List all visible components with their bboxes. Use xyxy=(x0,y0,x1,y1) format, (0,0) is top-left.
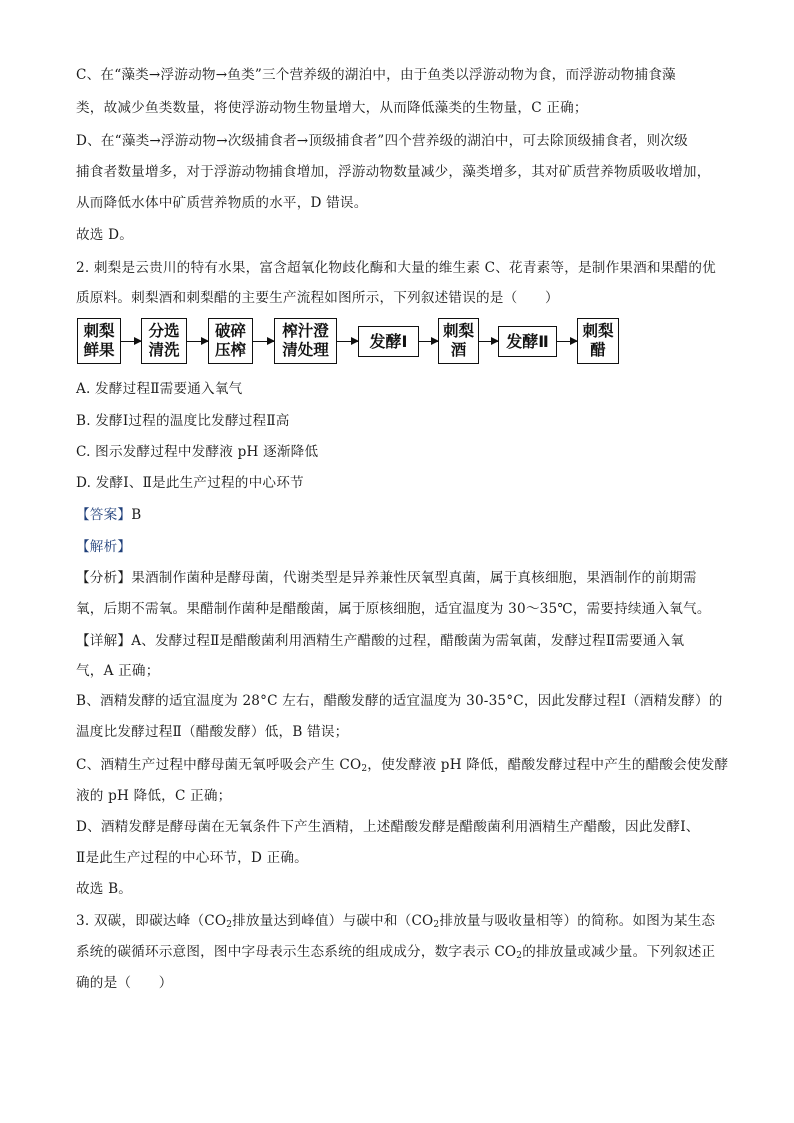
flow-arrow xyxy=(121,341,141,342)
flow-box-label: 鲜果 xyxy=(83,341,115,359)
flow-arrow xyxy=(479,341,498,342)
option-a: A. 发酵过程Ⅱ需要通入氧气 xyxy=(76,381,243,397)
text-line: D、酒精发酵是酵母菌在无氧条件下产生酒精，上述醋酸发酵是醋酸菌利用酒精生产醋酸，因此发酵Ⅰ、 xyxy=(76,819,700,835)
flow-box-label: 刺梨 xyxy=(442,322,474,340)
flow-arrow xyxy=(253,341,274,342)
subscript: 2 xyxy=(433,920,440,930)
fenxi-text: 果酒制作菌种是酵母菌，代谢类型是异养兼性厌氧型真菌，属于真核细胞，果酒制作的前期需 xyxy=(131,570,697,586)
flow-box-label: 刺梨 xyxy=(83,322,115,340)
fenxi-line xyxy=(76,569,726,587)
flow-box-label: 压榨 xyxy=(214,341,246,359)
text-line: 从而降低水体中矿质营养物质的水平，D 错误。 xyxy=(76,195,368,211)
question-3-stem: 确的是（ ） xyxy=(76,975,173,991)
text-line: C、在“藻类→浮游动物→鱼类”三个营养级的湖泊中，由于鱼类以浮游动物为食，而浮游动物捕食藻 xyxy=(76,67,676,83)
option-d: D. 发酵Ⅰ、Ⅱ是此生产过程的中心环节 xyxy=(76,475,304,491)
text-line: 液的 pH 降低，C 正确； xyxy=(76,788,232,804)
flow-box-fresh-fruit xyxy=(77,318,121,364)
answer-line xyxy=(76,506,726,524)
flow-box-wine xyxy=(438,318,479,364)
subscript: 2 xyxy=(226,920,233,930)
fenxi-tag: 【分析】 xyxy=(76,570,132,586)
flow-arrow xyxy=(557,341,577,342)
text-segment: 排放量达到峰值）与碳中和（CO xyxy=(232,913,434,929)
text-segment: 的排放量或减少量。下列叙述正 xyxy=(522,944,716,960)
analysis-tag: 【解析】 xyxy=(76,539,132,555)
flow-box-label: 破碎 xyxy=(214,322,246,340)
question-2-stem: 2. 刺梨是云贵川的特有水果，富含超氧化物歧化酶和大量的维生素 C、花青素等，是制作果酒和果醋的优 xyxy=(76,260,716,276)
production-flow-diagram xyxy=(0,318,794,388)
xiangjie-text: A、发酵过程Ⅱ是醋酸菌利用酒精生产醋酸的过程，醋酸菌为需氧菌，发酵过程Ⅱ需要通入氧 xyxy=(131,633,685,649)
flow-arrow xyxy=(337,341,358,342)
flow-box-label: 酒 xyxy=(450,341,467,359)
text-segment: 3. 双碳，即碳达峰（CO xyxy=(76,913,227,929)
flow-box-label: 清洗 xyxy=(148,341,180,359)
flow-box-label: 刺梨 xyxy=(582,322,614,340)
subscript: 2 xyxy=(516,951,523,961)
text-line: 故选 B。 xyxy=(76,881,133,897)
flow-arrow xyxy=(187,341,208,342)
flow-box-juice-clarify xyxy=(274,318,337,364)
analysis-line xyxy=(76,538,726,556)
answer-tag: 【答案】 xyxy=(76,507,132,523)
flow-box-vinegar xyxy=(577,318,619,364)
text-line: 温度比发酵过程Ⅱ（醋酸发酵）低，B 错误； xyxy=(76,724,349,740)
question-2-stem: 质原料。刺梨酒和刺梨醋的主要生产流程如图所示，下列叙述错误的是（ ） xyxy=(76,290,559,306)
text-line: 捕食者数量增多，对于浮游动物捕食增加，浮游动物数量减少，藻类增多，其对矿质营养物质吸收增加， xyxy=(76,164,711,180)
text-segment: 系统的碳循环示意图，图中字母表示生态系统的组成成分，数字表示 CO xyxy=(76,944,517,960)
flow-box-fermentation-2 xyxy=(498,326,557,357)
flow-box-label: 发酵Ⅱ xyxy=(506,332,549,351)
text-line: Ⅱ是此生产过程的中心环节，D 正确。 xyxy=(76,850,308,866)
xiangjie-line xyxy=(76,632,726,650)
flow-box-label: 清处理 xyxy=(282,341,329,359)
flow-box-crush-press xyxy=(208,318,253,364)
text-line xyxy=(76,756,729,774)
subscript: 2 xyxy=(361,764,368,774)
text-line: 氧，后期不需氧。果醋制作菌种是醋酸菌，属于原核细胞，适宜温度为 30～35℃，需要持续通入氧气。 xyxy=(76,601,711,617)
flow-box-label: 醋 xyxy=(590,341,606,359)
text-segment: C、酒精生产过程中酵母菌无氧呼吸会产生 CO xyxy=(76,757,362,773)
option-b: B. 发酵Ⅰ过程的温度比发酵过程Ⅱ高 xyxy=(76,413,290,429)
flow-box-sort-wash xyxy=(141,318,187,364)
text-segment: 排放量与吸收量相等）的简称。如图为某生态 xyxy=(439,913,716,929)
flow-box-label: 分选 xyxy=(148,322,180,340)
answer-value: B xyxy=(131,507,142,523)
text-line: 类，故减少鱼类数量，将使浮游动物生物量增大，从而降低藻类的生物量，C 正确； xyxy=(76,100,588,116)
flow-box-label: 发酵Ⅰ xyxy=(369,332,408,351)
option-c: C. 图示发酵过程中发酵液 pH 逐渐降低 xyxy=(76,444,319,460)
flow-arrow xyxy=(419,341,438,342)
text-line: D、在“藻类→浮游动物→次级捕食者→顶级捕食者”四个营养级的湖泊中，可去除顶级捕食者，则次级 xyxy=(76,133,688,149)
flow-box-label: 榨汁澄 xyxy=(282,322,329,340)
text-line: 气，A 正确； xyxy=(76,663,160,679)
flow-box-fermentation-1 xyxy=(358,326,419,357)
question-3-stem xyxy=(76,943,726,961)
question-3-stem xyxy=(76,912,726,930)
text-line: B、酒精发酵的适宜温度为 28°C 左右，醋酸发酵的适宜温度为 30-35°C，因此发酵过程Ⅰ（酒精发酵）的 xyxy=(76,693,723,709)
text-segment: ，使发酵液 pH 降低，醋酸发酵过程中产生的醋酸会使发酵 xyxy=(367,757,729,773)
xiangjie-tag: 【详解】 xyxy=(76,633,132,649)
text-line: 故选 D。 xyxy=(76,227,134,243)
